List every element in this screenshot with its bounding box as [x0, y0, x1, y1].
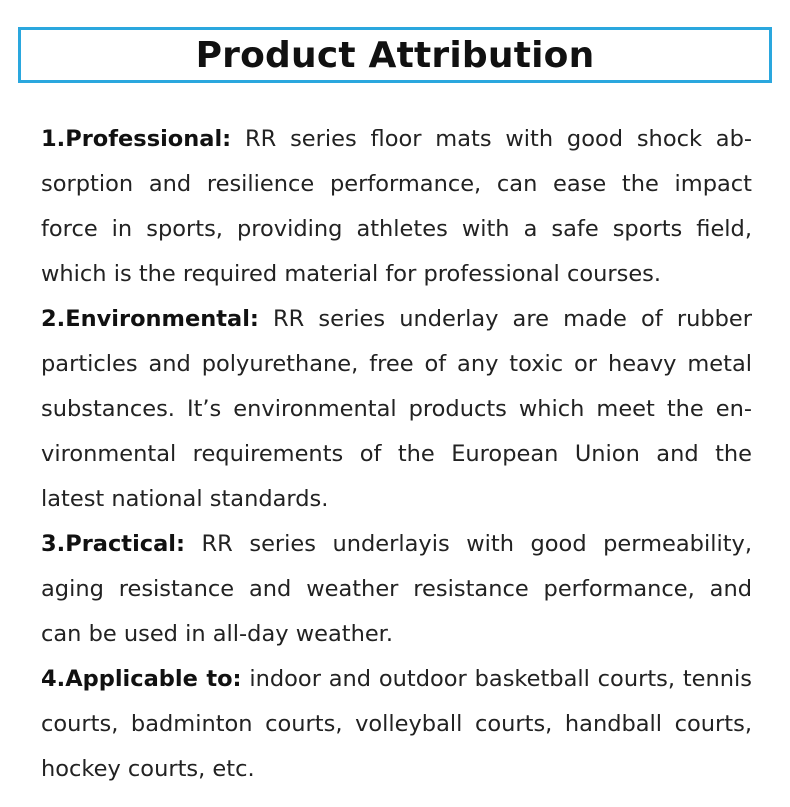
attribute-lead: 3.Practical:	[41, 531, 186, 557]
attribute-applicable	[41, 657, 752, 792]
title-banner	[18, 27, 772, 83]
page-title: Product Attribution	[195, 34, 595, 76]
attribute-text: RR series floor mats with good shock absorption and resilience performance, can ease the impact force in sports, providing athletes with a safe sports field, which is the required material for professional courses.	[41, 126, 752, 287]
attribute-lead: 1.Professional:	[41, 126, 232, 152]
attribute-lead: 4.Applicable to:	[41, 666, 242, 692]
attribute-list	[41, 117, 752, 792]
attribute-practical	[41, 522, 752, 657]
attribute-text: indoor and outdoor basketball courts, tennis courts, badminton courts, volleyball courts, handball courts, hockey courts, etc.	[41, 666, 752, 782]
attribute-text: RR series underlay are made of rubber particles and polyurethane, free of any toxic or heavy metal substances. It’s environmental products which meet the environmental requirements of the European Union and the latest national standards.	[41, 306, 752, 512]
attribute-lead: 2.Environmental:	[41, 306, 259, 332]
attribute-environmental	[41, 297, 752, 522]
attribute-text: RR series underlayis with good permeability, aging resistance and weather resistance performance, and can be used in all-day weather.	[41, 531, 752, 647]
attribute-professional	[41, 117, 752, 297]
